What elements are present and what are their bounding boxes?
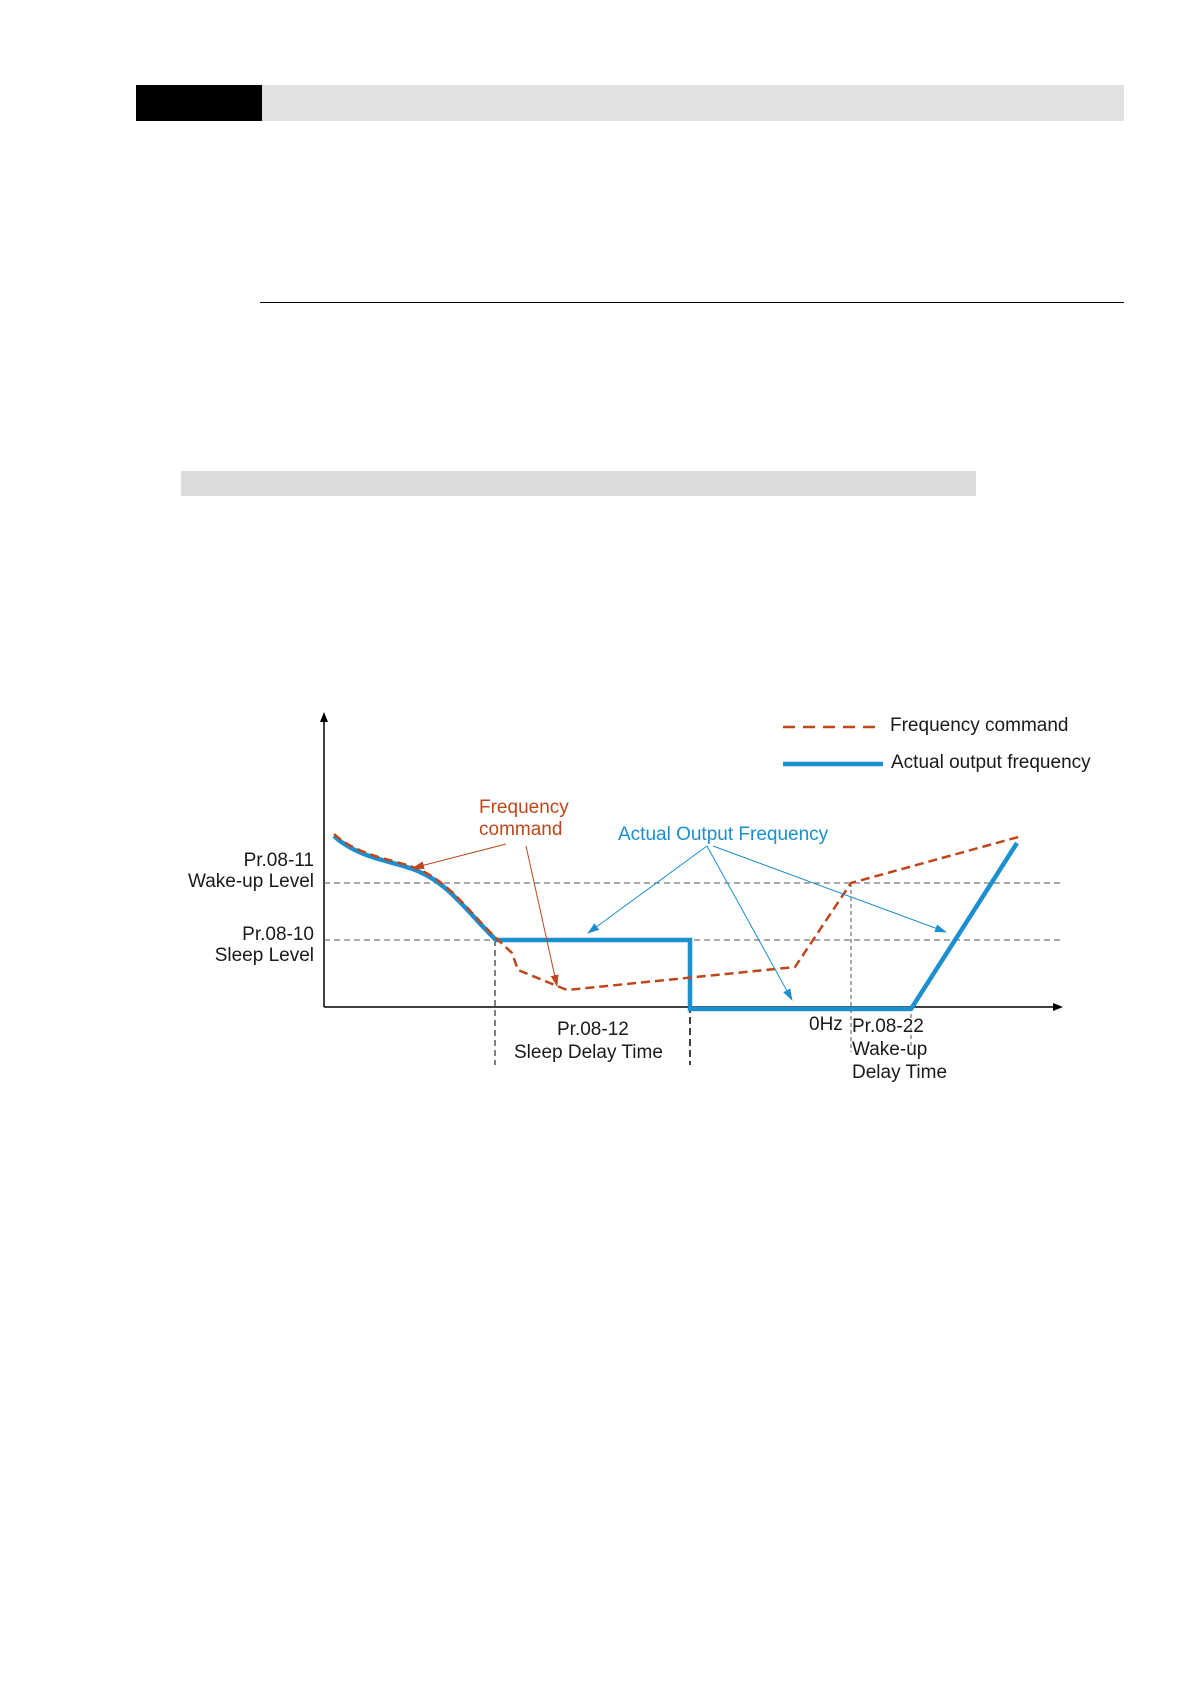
freq-cmd-arrow-1 [413, 844, 506, 868]
zero-hz-label: 0Hz [809, 1014, 843, 1035]
freq-cmd-callout-line1: Frequency [479, 797, 569, 818]
output-arrow-3 [713, 846, 946, 932]
sleep-level-name: Sleep Level [214, 945, 314, 966]
actual-output-callout: Actual Output Frequency [618, 824, 829, 845]
legend-command-label: Frequency command [890, 715, 1069, 736]
sleep-delay-param: Pr.08-12 [557, 1019, 629, 1040]
wakeup-delay-line1: Wake-up [852, 1039, 928, 1060]
legend-output-label: Actual output frequency [891, 752, 1091, 773]
output-arrow-2 [707, 846, 792, 1000]
freq-cmd-callout-line2: command [479, 819, 563, 840]
wakeup-level-param: Pr.08-11 [243, 850, 314, 871]
sleep-level-param: Pr.08-10 [242, 924, 314, 945]
freq-cmd-arrow-2 [526, 846, 557, 986]
wakeup-delay-line2: Delay Time [852, 1062, 948, 1083]
wakeup-level-name: Wake-up Level [187, 871, 314, 892]
output-arrow-1 [588, 846, 707, 933]
frequency-command-curve [334, 834, 1022, 990]
sleep-delay-name: Sleep Delay Time [514, 1042, 663, 1063]
wakeup-delay-param: Pr.08-22 [852, 1016, 924, 1037]
